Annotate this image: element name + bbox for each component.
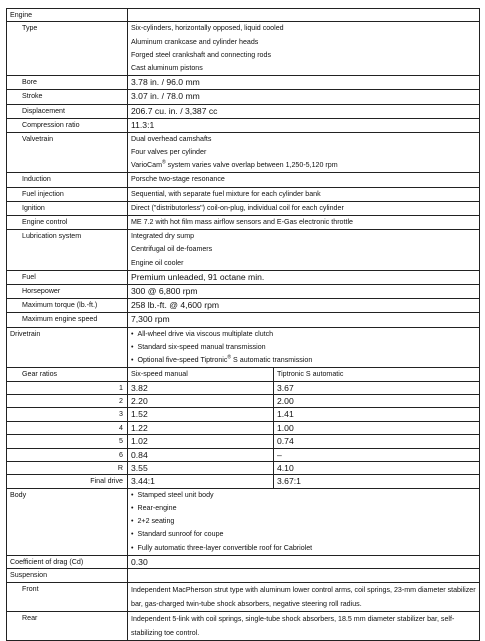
spec-value-line: Aluminum crankcase and cylinder heads (131, 37, 259, 46)
spec-row-valvetrain (7, 132, 480, 173)
gear-tiptronic-value: – (277, 449, 282, 460)
spec-row-type (7, 22, 480, 76)
gear-label: 3 (7, 408, 128, 421)
body-row (7, 488, 480, 555)
spec-label-stroke: Stroke (7, 90, 128, 104)
gear-values (128, 408, 480, 421)
spec-value-stroke (128, 90, 480, 104)
spec-table (6, 8, 480, 641)
spec-row-max_speed (7, 313, 480, 327)
drag-label: Coefficient of drag (Cd) (7, 555, 128, 568)
spec-value-torque (128, 299, 480, 313)
drivetrain-row (7, 327, 480, 368)
spec-value-line: Four valves per cylinder (131, 148, 207, 157)
spec-value-type (128, 22, 480, 76)
spec-value-line: 3.07 in. / 78.0 mm (131, 91, 200, 102)
engine-heading: Engine (7, 9, 128, 22)
spec-row-displacement (7, 104, 480, 118)
gear-values (128, 448, 480, 461)
gear-tiptronic-value: 0.74 (277, 436, 294, 447)
spec-row-induction (7, 173, 480, 187)
gear-label: 1 (7, 381, 128, 394)
gear-values (128, 435, 480, 448)
spec-value-line: Dual overhead camshafts (131, 134, 212, 143)
gear-row (7, 448, 480, 461)
spec-label-torque: Maximum torque (lb.-ft.) (7, 299, 128, 313)
gear-tiptronic-value: 3.67:1 (277, 476, 301, 487)
gear-label: 6 (7, 448, 128, 461)
spec-value-max_speed (128, 313, 480, 327)
gear-row (7, 461, 480, 474)
gear-label: 5 (7, 435, 128, 448)
gear-row (7, 475, 480, 488)
gear-tiptronic-value: 2.00 (277, 395, 294, 406)
spec-row-fuel_injection (7, 187, 480, 201)
drivetrain-item: • All-wheel drive via viscous multiplate clutch (131, 328, 476, 341)
spec-row-engine_control (7, 216, 480, 230)
spec-value-lubrication (128, 230, 480, 271)
gear-manual-value: 0.84 (128, 449, 274, 461)
gear-manual-value: 3.55 (128, 462, 274, 474)
gear-values (128, 381, 480, 394)
gear-row (7, 435, 480, 448)
drag-row (7, 555, 480, 568)
spec-value-line: 300 @ 6,800 rpm (131, 285, 198, 296)
engine-heading-row (7, 9, 480, 22)
spec-value-line: 206.7 cu. in. / 3,387 cc (131, 105, 218, 116)
spec-table-body (7, 9, 480, 641)
spec-value-line: Engine oil cooler (131, 258, 184, 267)
gear-values (128, 461, 480, 474)
spec-value-line: Cast aluminum pistons (131, 63, 203, 72)
suspension-rear-label: Rear (7, 611, 128, 640)
gear-manual-value: 1.52 (128, 408, 274, 420)
gear-tiptronic-value: 1.00 (277, 422, 294, 433)
gear-ratios-columns (128, 368, 480, 381)
body-heading: Body (7, 488, 128, 555)
spec-value-line: 7,300 rpm (131, 314, 170, 325)
gear-label: 2 (7, 394, 128, 407)
gear-row (7, 421, 480, 434)
spec-row-compression (7, 118, 480, 132)
drivetrain-item: • Optional five-speed Tiptronic® S automatic transmission (131, 354, 476, 367)
spec-value-bore (128, 76, 480, 90)
gear-row (7, 408, 480, 421)
spec-value-line: ME 7.2 with hot film mass airflow sensors and E-Gas electronic throttle (131, 218, 353, 227)
spec-row-fuel (7, 270, 480, 284)
gear-manual-value: 3.44:1 (128, 475, 274, 487)
spec-label-compression: Compression ratio (7, 118, 128, 132)
spec-row-lubrication (7, 230, 480, 271)
gear-label: R (7, 461, 128, 474)
spec-value-line: 3.78 in. / 96.0 mm (131, 77, 200, 88)
spec-value-displacement (128, 104, 480, 118)
spec-value-line: Porsche two-stage resonance (131, 175, 225, 184)
spec-row-horsepower (7, 284, 480, 298)
gear-tiptronic-value: 3.67 (277, 382, 294, 393)
spec-label-valvetrain: Valvetrain (7, 132, 128, 173)
spec-value-line: Sequential, with separate fuel mixture for each cylinder bank (131, 189, 321, 198)
gear-row (7, 381, 480, 394)
spec-label-lubrication: Lubrication system (7, 230, 128, 271)
gear-manual-value: 1.22 (128, 422, 274, 434)
spec-label-ignition: Ignition (7, 201, 128, 215)
drivetrain-item: • Standard six-speed manual transmission (131, 341, 476, 354)
gear-manual-value: 2.20 (128, 395, 274, 407)
body-value (128, 488, 480, 555)
spec-label-engine_control: Engine control (7, 216, 128, 230)
spec-label-bore: Bore (7, 76, 128, 90)
spec-value-line: Integrated dry sump (131, 232, 195, 241)
gear-label: 4 (7, 421, 128, 434)
spec-value-horsepower (128, 284, 480, 298)
spec-row-ignition (7, 201, 480, 215)
gear-values (128, 475, 480, 488)
spec-value-line: Six-cylinders, horizontally opposed, liquid cooled (131, 24, 284, 33)
gear-values (128, 394, 480, 407)
suspension-rear-value: Independent 5-link with coil springs, single-tube shock absorbers, 18.5 mm diameter stabilizer bar, self-stabilizing toe control. (128, 611, 480, 640)
suspension-rear-row (7, 611, 480, 640)
spec-value-line: Centrifugal oil de-foamers (131, 245, 213, 254)
gear-ratios-header-row (7, 368, 480, 381)
spec-value-line: VarioCam® system varies valve overlap between 1,250-5,120 rpm (131, 159, 338, 170)
suspension-heading-blank (128, 569, 480, 582)
suspension-heading: Suspension (7, 569, 128, 582)
spec-sheet (6, 8, 479, 641)
col-manual-header: Six-speed manual (128, 368, 274, 380)
gear-label: Final drive (7, 475, 128, 488)
spec-label-type: Type (7, 22, 128, 76)
spec-row-bore (7, 76, 480, 90)
gear-row (7, 394, 480, 407)
spec-value-fuel_injection (128, 187, 480, 201)
suspension-heading-row (7, 569, 480, 582)
spec-label-fuel: Fuel (7, 270, 128, 284)
spec-row-torque (7, 299, 480, 313)
spec-value-ignition (128, 201, 480, 215)
drivetrain-heading: Drivetrain (7, 327, 128, 368)
gear-tiptronic-value: 4.10 (277, 462, 294, 473)
spec-value-line: Forged steel crankshaft and connecting rods (131, 50, 271, 59)
body-item: • Stamped steel unit body (131, 489, 476, 502)
gear-manual-value: 1.02 (128, 435, 274, 447)
spec-value-induction (128, 173, 480, 187)
drag-value: 0.30 (128, 555, 480, 568)
gear-ratios-label: Gear ratios (7, 368, 128, 381)
spec-label-induction: Induction (7, 173, 128, 187)
gear-values (128, 421, 480, 434)
gear-manual-value: 3.82 (128, 382, 274, 394)
suspension-front-value: Independent MacPherson strut type with aluminum lower control arms, coil springs, 23-mm diameter stabilizer bar, gas-charged twin-tube shock absorbers, negative steering roll radius. (128, 582, 480, 611)
body-item: • 2+2 seating (131, 515, 476, 528)
spec-value-engine_control (128, 216, 480, 230)
suspension-front-label: Front (7, 582, 128, 611)
suspension-front-row (7, 582, 480, 611)
spec-label-displacement: Displacement (7, 104, 128, 118)
body-item: • Fully automatic three-layer convertible roof for Cabriolet (131, 542, 476, 555)
body-item: • Rear-engine (131, 502, 476, 515)
spec-value-line: Direct ("distributorless") coil-on-plug, individual coil for each cylinder (131, 203, 344, 212)
spec-value-line: Premium unleaded, 91 octane min. (131, 271, 265, 282)
spec-label-horsepower: Horsepower (7, 284, 128, 298)
body-item: • Standard sunroof for coupe (131, 528, 476, 541)
spec-value-line: 11.3:1 (131, 119, 155, 130)
spec-label-fuel_injection: Fuel injection (7, 187, 128, 201)
col-tiptronic-header: Tiptronic S automatic (277, 370, 344, 379)
spec-value-valvetrain (128, 132, 480, 173)
drivetrain-value (128, 327, 480, 368)
spec-row-stroke (7, 90, 480, 104)
spec-value-compression (128, 118, 480, 132)
spec-value-fuel (128, 270, 480, 284)
gear-tiptronic-value: 1.41 (277, 409, 294, 420)
gear-ratios-inner (128, 368, 479, 380)
spec-label-max_speed: Maximum engine speed (7, 313, 128, 327)
spec-value-line: 258 lb.-ft. @ 4,600 rpm (131, 300, 220, 311)
